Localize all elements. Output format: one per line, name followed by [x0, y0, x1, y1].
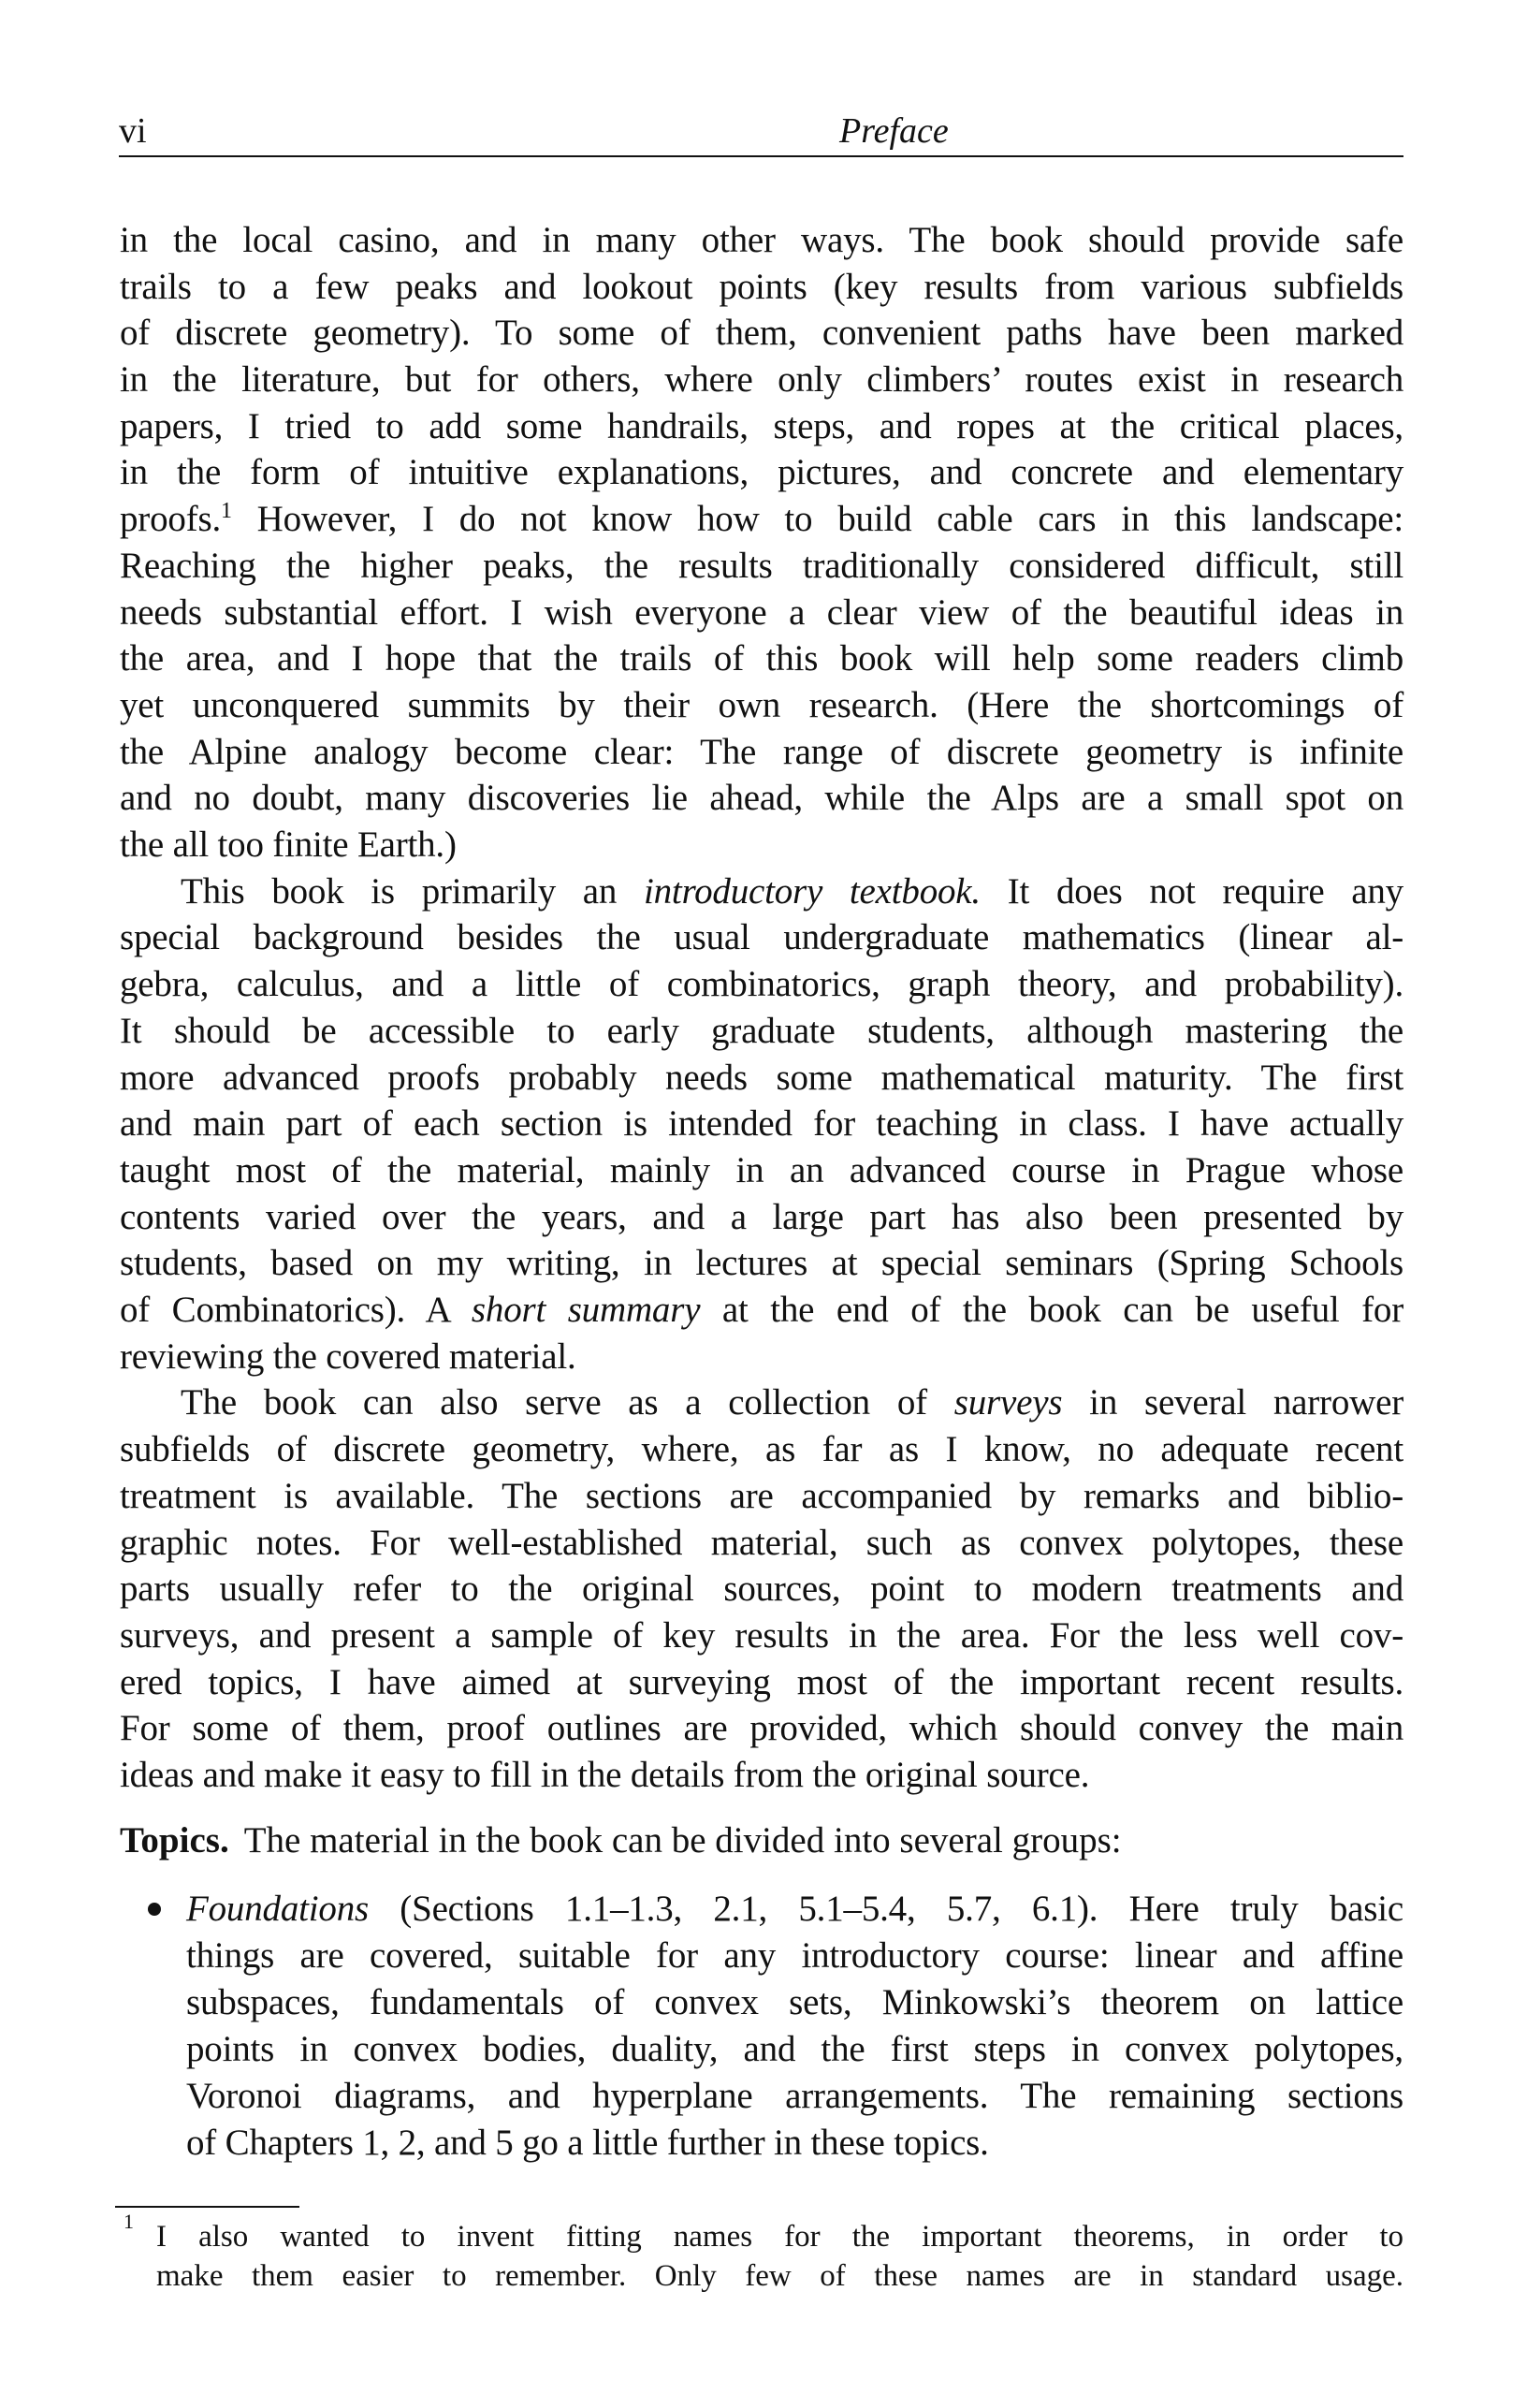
- text-line: the area, and I hope that the trails of this book will help some readers climb: [120, 638, 1403, 679]
- text-line: papers, I tried to add some handrails, steps, and ropes at the critical places,: [120, 406, 1403, 446]
- text-line: points in convex bodies, duality, and the first steps in convex polytopes,: [186, 2029, 1403, 2069]
- text-line: ered topics, I have aimed at surveying most of the important recent results.: [120, 1662, 1403, 1702]
- text-line: more advanced proofs probably needs some mathematical maturity. The first: [120, 1058, 1403, 1098]
- text-line: of Combinatorics). A short summary at the end of the book can be useful for: [120, 1290, 1404, 1330]
- footnote-line: make them easier to remember. Only few of these names are in standard usage.: [156, 2259, 1403, 2293]
- text-line: students, based on my writing, in lectures at special seminars (Spring Schools: [120, 1243, 1403, 1283]
- text-line: the all too finite Earth.): [120, 825, 457, 865]
- text-line: of discrete geometry). To some of them, convenient paths have been marked: [120, 313, 1403, 353]
- text-line: surveys, and present a sample of key results in the area. For the less well cov-: [120, 1615, 1403, 1656]
- footnote-line: I also wanted to invent fitting names for the important theorems, in order to: [156, 2220, 1403, 2254]
- text-line: taught most of the material, mainly in an advanced course in Prague whose: [120, 1150, 1403, 1190]
- emphasis: surveys: [953, 1382, 1063, 1423]
- footnote-rule: [115, 2206, 299, 2208]
- text-line: in the form of intuitive explanations, pictures, and concrete and elementary: [120, 452, 1403, 492]
- text-line: things are covered, suitable for any introductory course: linear and affine: [186, 1935, 1403, 1976]
- text-line: treatment is available. The sections are accompanied by remarks and biblio-: [120, 1476, 1403, 1516]
- text-line: and main part of each section is intended for teaching in class. I have actually: [120, 1103, 1403, 1144]
- text-line: trails to a few peaks and lookout points (key results from various subfields: [120, 267, 1403, 307]
- text-line: of Chapters 1, 2, and 5 go a little further in these topics.: [186, 2123, 989, 2163]
- text-line: and no doubt, many discoveries lie ahead, while the Alps are a small spot on: [120, 778, 1403, 818]
- text-line: It should be accessible to early graduate students, although mastering the: [120, 1011, 1403, 1051]
- text-line: Voronoi diagrams, and hyperplane arrangements. The remaining sections: [186, 2076, 1403, 2116]
- emphasis: short summary: [471, 1290, 701, 1330]
- text-line: For some of them, proof outlines are provided, which should convey the main: [120, 1708, 1403, 1748]
- text-line: The book can also serve as a collection of surveys in several narrower: [181, 1382, 1403, 1423]
- text-line: subspaces, fundamentals of convex sets, Minkowski’s theorem on lattice: [186, 1982, 1403, 2022]
- text-line: needs substantial effort. I wish everyone a clear view of the beautiful ideas in: [120, 592, 1403, 633]
- header-rule: [119, 155, 1403, 157]
- text-line: reviewing the covered material.: [120, 1336, 576, 1377]
- footnote-marker: 1: [124, 2210, 134, 2233]
- text-line: the Alpine analogy become clear: The range of discrete geometry is infinite: [120, 732, 1403, 772]
- emphasis: introductory textbook.: [644, 871, 981, 912]
- text-line: yet unconquered summits by their own research. (Here the shortcomings of: [120, 685, 1403, 725]
- text-line: Reaching the higher peaks, the results traditionally considered difficult, still: [120, 546, 1403, 586]
- text-line: in the local casino, and in many other ways. The book should provide safe: [120, 220, 1403, 260]
- topics-heading: [120, 1817, 1122, 1864]
- text-line: contents varied over the years, and a large part has also been presented by: [120, 1197, 1403, 1237]
- page-number: vi: [119, 111, 147, 151]
- text-line: proofs.$^1$ However, I do not know how to build cable cars in this landscape:: [120, 499, 1403, 539]
- text-line: parts usually refer to the original sources, point to modern treatments and: [120, 1569, 1403, 1609]
- text-line: in the literature, but for others, where only climbers’ routes exist in research: [120, 359, 1403, 400]
- text-line: special background besides the usual undergraduate mathematics (linear al-: [120, 917, 1403, 957]
- footnote-ref-1[interactable]: 1: [221, 499, 232, 523]
- text-line: This book is primarily an introductory textbook. It does not require any: [181, 871, 1403, 912]
- topic-name: Foundations: [186, 1889, 369, 1929]
- text-line: graphic notes. For well-established material, such as convex polytopes, these: [120, 1523, 1403, 1563]
- topics-label: Topics.: [120, 1820, 229, 1861]
- running-header: [119, 112, 1403, 155]
- bullet-icon: [148, 1903, 161, 1916]
- topics-intro: The material in the book can be divided into several groups:: [243, 1820, 1122, 1861]
- text-line: Foundations (Sections 1.1–1.3, 2.1, 5.1–5.4, 5.7, 6.1). Here truly basic: [186, 1889, 1403, 1929]
- running-title: Preface: [839, 111, 949, 151]
- text-line: subfields of discrete geometry, where, as far as I know, no adequate recent: [120, 1429, 1403, 1469]
- text-line: ideas and make it easy to fill in the details from the original source.: [120, 1755, 1090, 1795]
- text-line: gebra, calculus, and a little of combinatorics, graph theory, and probability).: [120, 964, 1403, 1004]
